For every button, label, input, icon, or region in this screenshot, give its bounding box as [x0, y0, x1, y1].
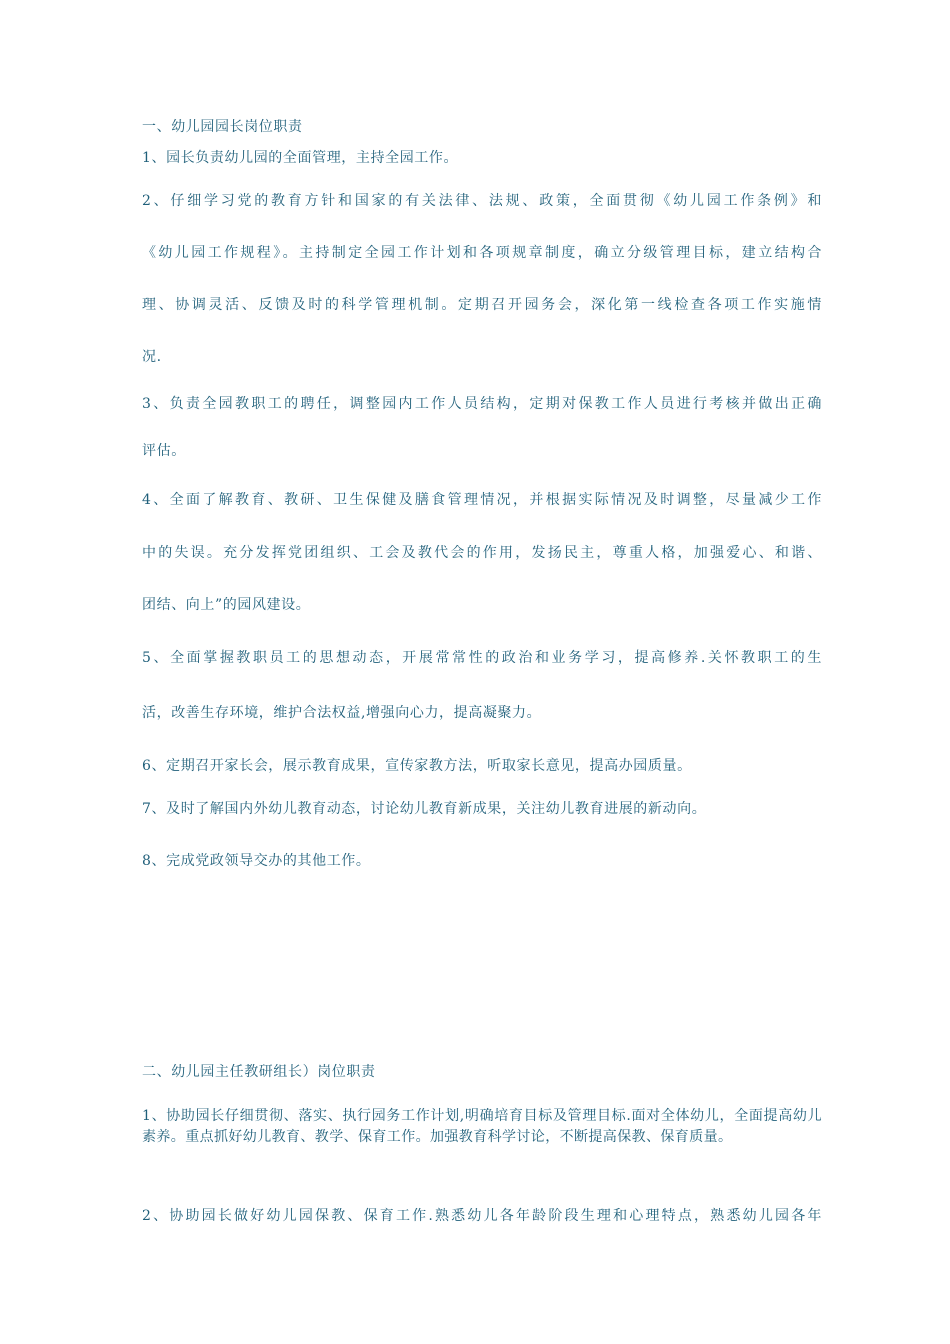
section1-line-2: 2、仔细学习党的教育方针和国家的有关法律、法规、政策，全面贯彻《幼儿园工作条例》和 — [142, 193, 822, 209]
section1-line-3: 《幼儿园工作规程》。主持制定全园工作计划和各项规章制度，确立分级管理目标，建立结构合 — [142, 245, 822, 261]
section1-line-11: 5、全面掌握教职员工的思想动态，开展常常性的政治和业务学习，提高修养.关怀教职工的生 — [142, 650, 822, 666]
section1-line-6: 3、负责全园教职工的聘任，调整园内工作人员结构，定期对保教工作人员进行考核并做出正确 — [142, 396, 822, 412]
section1-line-4: 理、协调灵活、反馈及时的科学管理机制。定期召开园务会，深化第一线检查各项工作实施情 — [142, 297, 822, 313]
section1-line-12: 活，改善生存环境，维护合法权益,增强向心力，提高凝聚力。 — [142, 705, 542, 721]
section1-line-9: 中的失误。充分发挥党团组织、工会及教代会的作用，发扬民主，尊重人格，加强爱心、和谐、 — [142, 545, 822, 561]
section1-line-13: 6、定期召开家长会，展示教育成果，宣传家教方法，听取家长意见，提高办园质量。 — [142, 758, 692, 774]
section1-line-7: 评估。 — [142, 443, 186, 459]
section1-heading: 一、幼儿园园长岗位职责 — [142, 119, 303, 135]
section1-line-5: 况. — [142, 349, 162, 365]
section1-line-1: 1、园长负责幼儿园的全面管理，主持全园工作。 — [142, 150, 459, 166]
section1-line-10: 团结、向上”的园风建设。 — [142, 597, 311, 613]
section1-line-8: 4、全面了解教育、教研、卫生保健及膳食管理情况，并根据实际情况及时调整，尽量减少工作 — [142, 492, 822, 508]
section1-line-15: 8、完成党政领导交办的其他工作。 — [142, 853, 371, 869]
section2-item-2: 2、协助园长做好幼儿园保教、保育工作.熟悉幼儿各年龄阶段生理和心理特点，熟悉幼儿园各年 — [142, 1208, 822, 1224]
section2-item-1: 1、协助园长仔细贯彻、落实、执行园务工作计划,明确培育目标及管理目标.面对全体幼儿，全面提高幼儿素养。重点抓好幼儿教育、教学、保育工作。加强教育科学讨论，不断提高保教、保育质量。 — [142, 1108, 822, 1145]
section2-heading: 二、幼儿园主任教研组长）岗位职责 — [142, 1064, 376, 1080]
section1-line-14: 7、及时了解国内外幼儿教育动态，讨论幼儿教育新成果，关注幼儿教育进展的新动向。 — [142, 801, 707, 817]
